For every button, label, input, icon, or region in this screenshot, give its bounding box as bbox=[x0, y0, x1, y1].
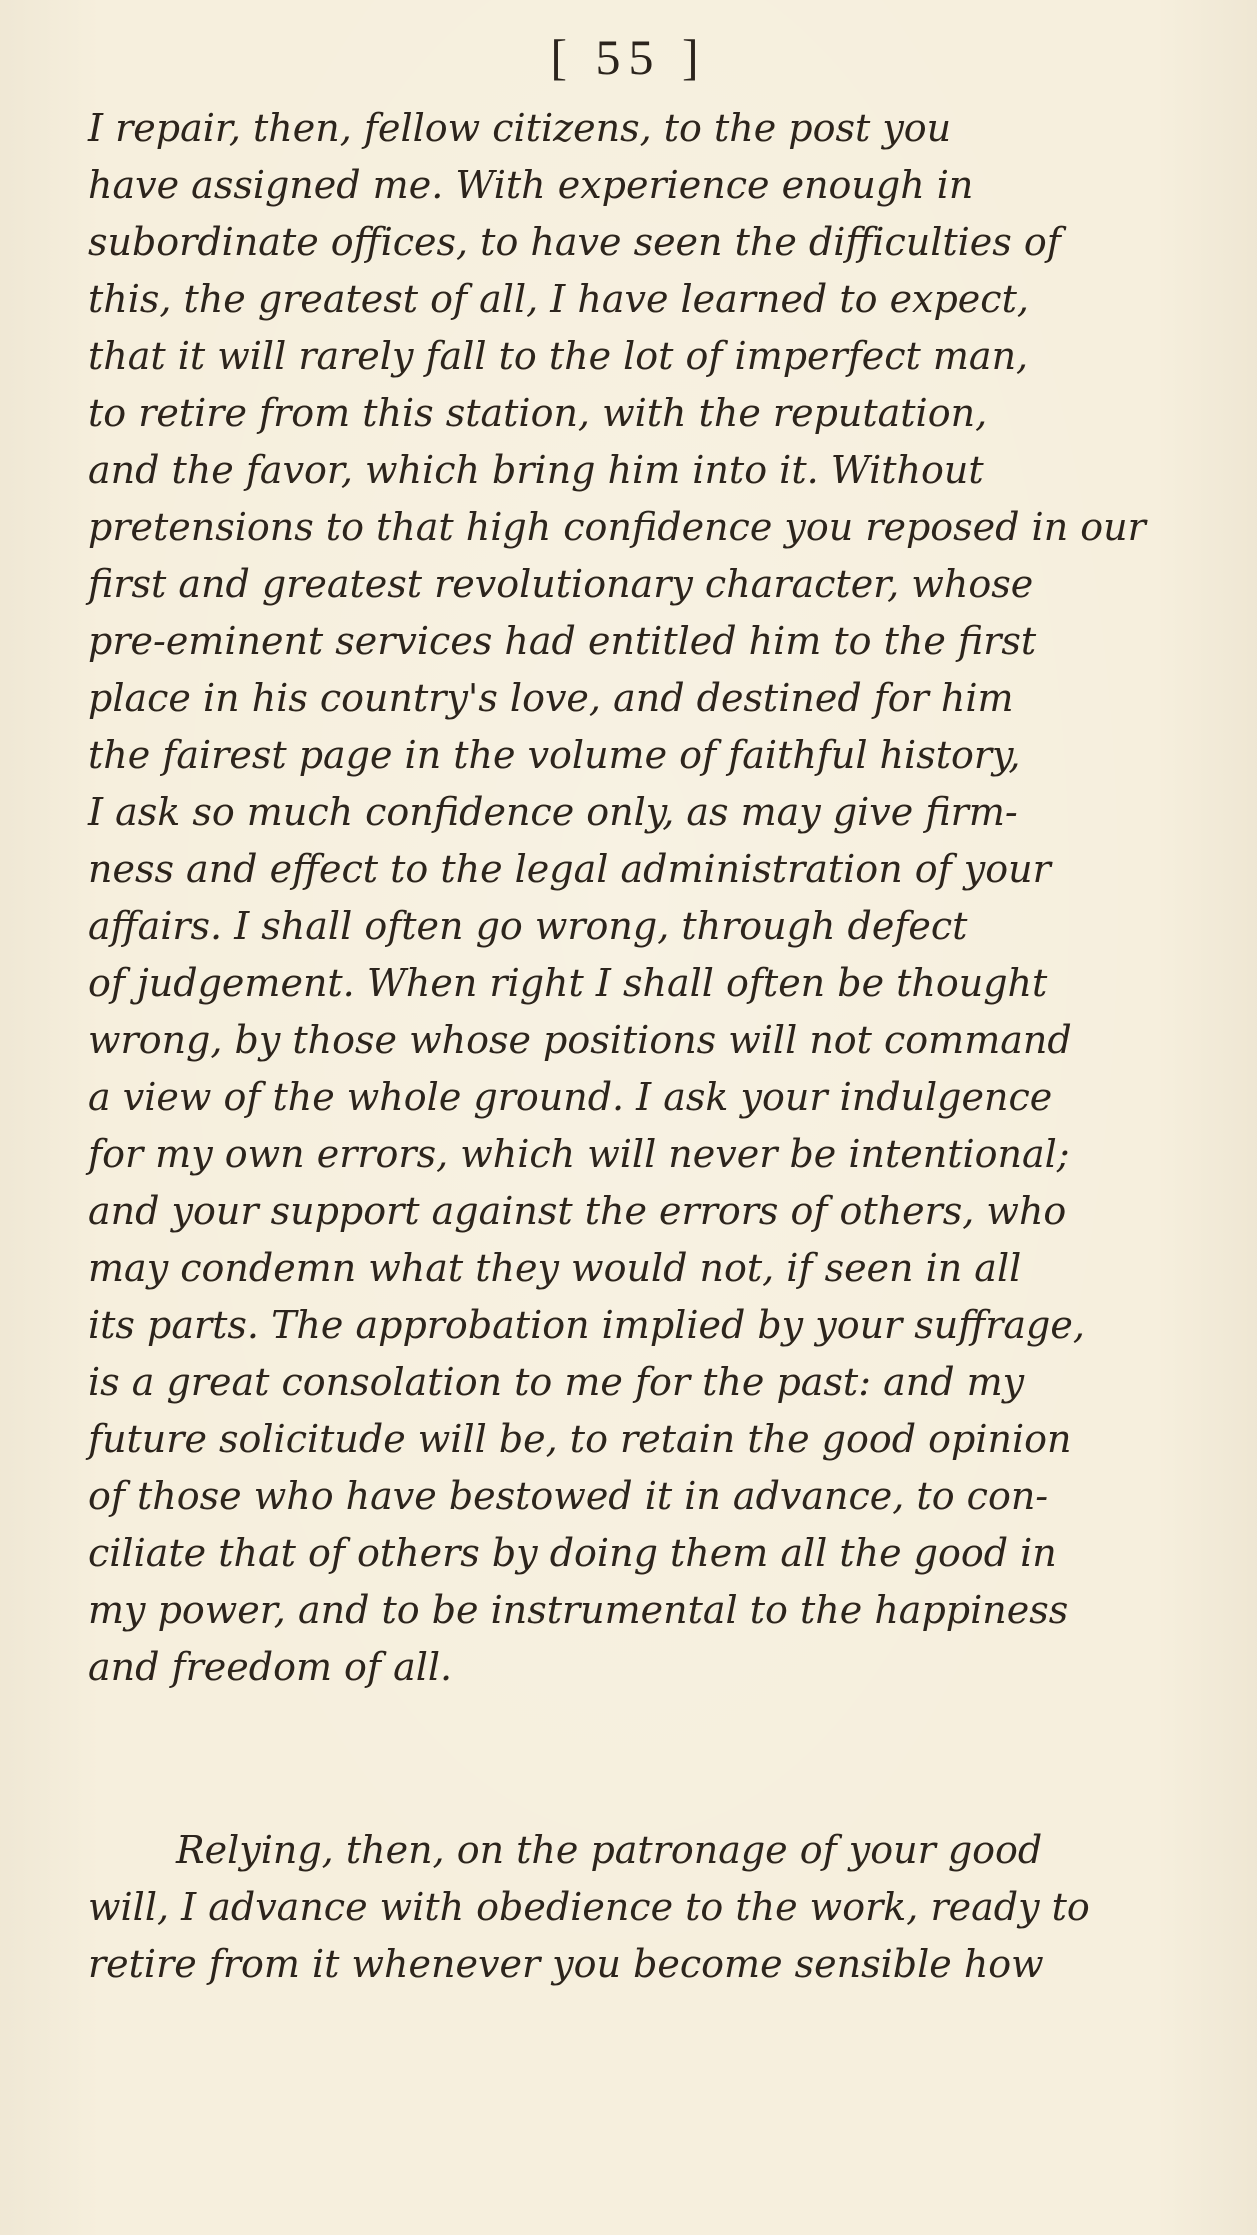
text-line: and your support against the errors of others, who bbox=[88, 1189, 1067, 1233]
text-line: ciliate that of others by doing them all the good in bbox=[88, 1531, 1057, 1575]
text-line: its parts. The approbation implied by your suffrage, bbox=[88, 1303, 1085, 1347]
text-line: retire from it whenever you become sensible how bbox=[88, 1942, 1044, 1986]
text-line: wrong, by those whose positions will not command bbox=[88, 1018, 1072, 1062]
text-line: will, I advance with obedience to the work, ready to bbox=[88, 1885, 1090, 1929]
text-line: place in his country's love, and destined for him bbox=[88, 676, 1014, 720]
text-line: Relying, then, on the patronage of your good bbox=[176, 1828, 1043, 1872]
page-number: [ 55 ] bbox=[550, 29, 707, 85]
text-line: the fairest page in the volume of faithful history, bbox=[88, 733, 1021, 777]
text-line: that it will rarely fall to the lot of imperfect man, bbox=[88, 334, 1029, 378]
text-line: this, the greatest of all, I have learned to expect, bbox=[88, 277, 1029, 321]
text-line: for my own errors, which will never be intentional; bbox=[88, 1132, 1070, 1176]
text-line: to retire from this station, with the reputation, bbox=[88, 391, 988, 435]
text-line: pretensions to that high confidence you reposed in our bbox=[88, 505, 1146, 549]
text-line: I repair, then, fellow citizens, to the post you bbox=[88, 106, 952, 150]
text-line: I ask so much confidence only, as may give firm- bbox=[88, 790, 1018, 834]
text-line: affairs. I shall often go wrong, through defect bbox=[88, 904, 968, 948]
text-line: subordinate offices, to have seen the difficulties of bbox=[88, 220, 1061, 264]
text-line: of judgement. When right I shall often be thought bbox=[88, 961, 1048, 1005]
text-line: is a great consolation to me for the past: and my bbox=[88, 1360, 1025, 1404]
text-line: first and greatest revolutionary character, whose bbox=[88, 562, 1034, 606]
text-line: ness and effect to the legal administration of your bbox=[88, 847, 1051, 891]
text-line: of those who have bestowed it in advance, to con- bbox=[88, 1474, 1049, 1518]
text-line: pre-eminent services had entitled him to the first bbox=[88, 619, 1037, 663]
text-line: may condemn what they would not, if seen in all bbox=[88, 1246, 1022, 1290]
text-line: my power, and to be instrumental to the happiness bbox=[88, 1588, 1069, 1632]
text-line: future solicitude will be, to retain the good opinion bbox=[88, 1417, 1072, 1461]
text-line: and freedom of all. bbox=[88, 1645, 453, 1689]
text-line: have assigned me. With experience enough in bbox=[88, 163, 974, 207]
text-line: and the favor, which bring him into it. Without bbox=[88, 448, 984, 492]
text-line: a view of the whole ground. I ask your indulgence bbox=[88, 1075, 1053, 1119]
